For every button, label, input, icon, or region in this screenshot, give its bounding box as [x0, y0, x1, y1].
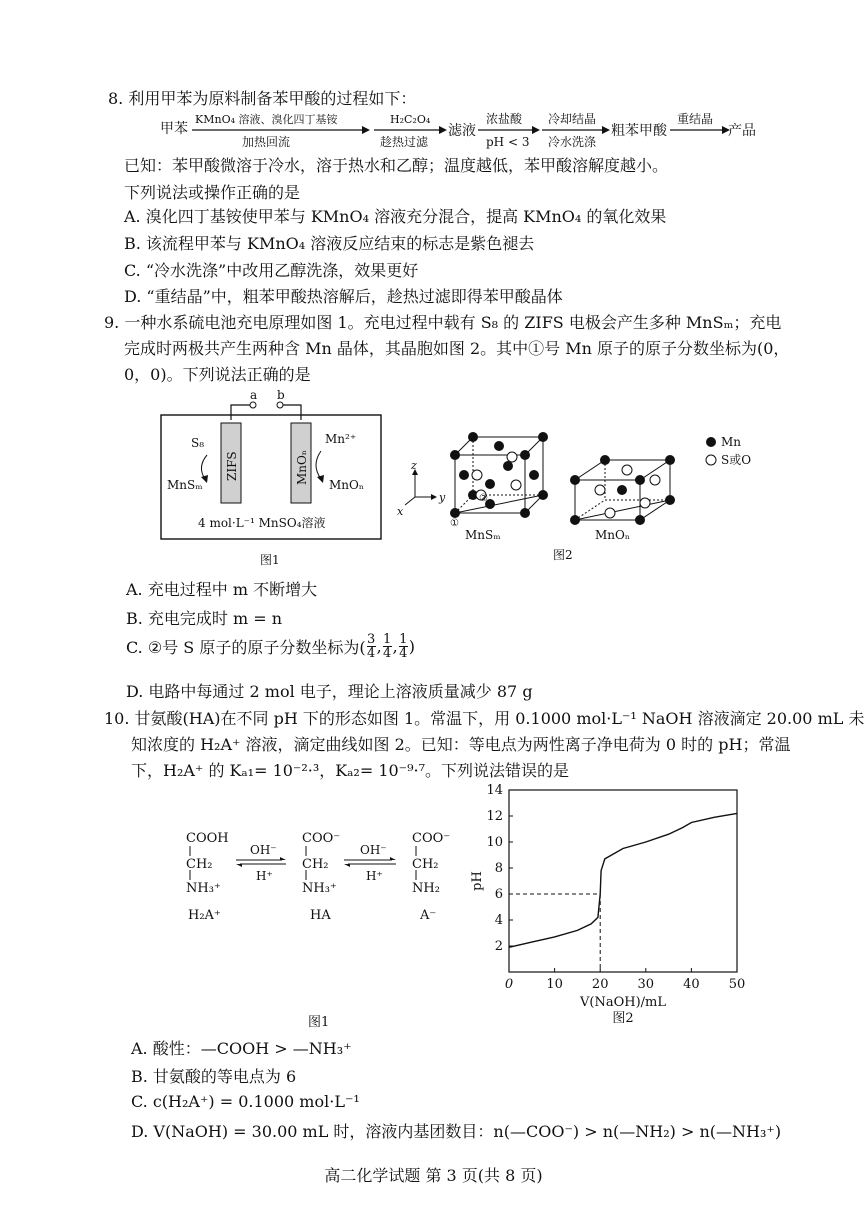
y-tick-label: 12 [486, 809, 503, 824]
q10-stem-line1: 10. 甘氨酸(HA)在不同 pH 下的形态如图 1。常温下，用 0.1000 mol·L⁻¹ NaOH 溶液滴定 20.00 mL 未 [104, 709, 865, 728]
s1-line3: NH₃⁺ [186, 881, 221, 896]
flow-step4-bottom: 冷水洗涤 [548, 135, 597, 149]
terminal-a-label: a [250, 388, 258, 402]
h2-label: H⁺ [366, 869, 383, 883]
s2-line1: COO⁻ [302, 831, 341, 846]
flow-mid1: 滤液 [448, 123, 476, 139]
q8-option-d: D. “重结晶”中，粗苯甲酸热溶解后，趁热过滤即得苯甲酸晶体 [124, 287, 563, 306]
q9-stem-line3: 0，0)。下列说法正确的是 [124, 365, 311, 384]
frac3-den: 4 [399, 646, 408, 661]
flow-step2-bottom: 趁热过滤 [380, 135, 429, 149]
page-footer: 高二化学试题 第 3 页(共 8 页) [324, 1166, 543, 1185]
flow-step1-top: KMnO₄ 溶液、溴化四丁基铵 [195, 113, 338, 126]
flow-mid2: 粗苯甲酸 [611, 123, 667, 139]
x-tick-label: 40 [683, 977, 700, 992]
q9-option-a: A. 充电过程中 m 不断增大 [126, 580, 318, 599]
species-h2a: H₂A⁺ [188, 908, 221, 923]
mark-2: ② [479, 493, 488, 504]
frac2-den: 4 [383, 646, 392, 661]
q8-option-c: C. “冷水洗涤”中改用乙醇洗涤，效果更好 [124, 261, 419, 280]
fig2-caption-q10: 图2 [612, 1011, 634, 1023]
mno-cell-label: MnOₙ [595, 528, 631, 542]
titration-curve [509, 813, 737, 947]
flow-end: 产品 [728, 123, 756, 139]
s1-line2: CH₂ [186, 857, 213, 872]
q10-stem-line3: 下，H₂A⁺ 的 Kₐ₁= 10⁻²·³，Kₐ₂= 10⁻⁹·⁷。下列说法错误的是 [131, 761, 570, 780]
fig2-caption: 图2 [553, 548, 573, 562]
plot-frame [509, 790, 737, 972]
species-ha: HA [310, 908, 331, 923]
x-tick-label: 50 [728, 977, 746, 992]
x-tick-label: 30 [637, 977, 655, 992]
q9-option-b: B. 充电完成时 m = n [126, 609, 283, 628]
zifs-label: ZIFS [225, 451, 239, 481]
s8-label: S₈ [191, 436, 205, 450]
q8-option-a: A. 溴化四丁基铵使甲苯与 KMnO₄ 溶液充分混合，提高 KMnO₄ 的氧化效果 [124, 207, 667, 226]
electrolyte-label: 4 mol·L⁻¹ MnSO₄溶液 [198, 516, 326, 530]
y-tick-label: 6 [494, 887, 503, 902]
glycine-forms-figure [180, 822, 480, 1032]
flow-step1-bottom: 加热回流 [242, 135, 291, 149]
oh1-label: OH⁻ [250, 843, 277, 857]
q10-option-d: D. V(NaOH) = 30.00 mL 时，溶液内基团数目：n(—COO⁻) > n(—NH₂) > n(—NH₃⁺) [131, 1122, 782, 1141]
flow-step3-top: 浓盐酸 [486, 112, 523, 126]
frac3-num: 1 [399, 632, 408, 647]
oh2-label: OH⁻ [360, 843, 387, 857]
mark-1: ① [450, 518, 459, 529]
q8-option-b: B. 该流程甲苯与 KMnO₄ 溶液反应结束的标志是紫色褪去 [124, 234, 535, 253]
fig1-caption: 图1 [260, 553, 280, 567]
q10-stem-line2: 知浓度的 H₂A⁺ 溶液，滴定曲线如图 2。已知：等电点为两性离子净电荷为 0 时的 pH；常温 [131, 735, 791, 754]
titration-chart [465, 778, 765, 1023]
frac1-num: 3 [366, 632, 376, 647]
mno-label: MnOₙ [329, 478, 365, 492]
q10-option-a: A. 酸性：—COOH > —NH₃⁺ [131, 1039, 352, 1058]
s3-line2: CH₂ [412, 857, 439, 872]
mno-unit-cell [570, 455, 675, 542]
frac2-num: 1 [383, 632, 392, 647]
q10-option-c: C. c(H₂A⁺) = 0.1000 mol·L⁻¹ [131, 1092, 360, 1111]
q8-flow-diagram [150, 108, 770, 154]
s2-line3: NH₃⁺ [302, 881, 337, 896]
s2-line2: CH₂ [302, 857, 329, 872]
terminal-b-label: b [277, 388, 285, 402]
frac1-den: 4 [366, 646, 376, 661]
h1-label: H⁺ [256, 869, 273, 883]
flow-step4-top: 冷却结晶 [548, 112, 597, 126]
legend-s-or-o: S或O [721, 453, 752, 467]
q8-ask: 下列说法或操作正确的是 [124, 183, 301, 202]
q9-stem-line2: 完成时两极共产生两种含 Mn 晶体，其晶胞如图 2。其中①号 Mn 原子的原子分数坐标为(0， [124, 339, 790, 358]
q9-option-c-prefix: C. ②号 S 原子的原子分数坐标为( [126, 638, 366, 657]
mns-cell-label: MnSₘ [465, 528, 501, 542]
flow-step5-top: 重结晶 [677, 112, 714, 126]
q8-stem: 8. 利用甲苯为原料制备苯甲酸的过程如下： [108, 89, 417, 108]
q9-unit-cells-figure [395, 425, 775, 570]
y-tick-label: 8 [494, 861, 503, 876]
mns-unit-cell [450, 432, 548, 542]
s3-line1: COO⁻ [412, 831, 451, 846]
y-tick-label: 10 [486, 835, 503, 850]
fig1-caption-q10: 图1 [308, 1015, 330, 1030]
q9-option-c-suffix: ) [408, 637, 416, 656]
y-tick-label: 4 [494, 913, 503, 928]
mn2-label: Mn²⁺ [325, 432, 357, 446]
q9-stem-line1: 9. 一种水系硫电池充电原理如图 1。充电过程中载有 S₈ 的 ZIFS 电极会产生多种 MnSₘ；充电 [104, 313, 782, 332]
s3-line3: NH₂ [412, 881, 440, 896]
q9-option-d: D. 电路中每通过 2 mol 电子，理论上溶液质量减少 87 g [126, 682, 533, 701]
q10-option-b: B. 甘氨酸的等电点为 6 [131, 1067, 297, 1086]
species-a: A⁻ [420, 908, 437, 923]
legend-mn: Mn [721, 435, 742, 449]
y-tick-label: 2 [494, 939, 503, 954]
q8-known: 已知：苯甲酸微溶于冷水，溶于热水和乙醇；温度越低，苯甲酸溶解度越小。 [124, 156, 669, 175]
flow-step3-bottom: pH < 3 [486, 135, 530, 149]
q9-battery-figure [155, 385, 395, 570]
flow-start: 甲苯 [160, 121, 188, 137]
axis-y: y [439, 491, 446, 504]
mns-label: MnSₘ [167, 478, 203, 492]
x-tick-label: 10 [546, 977, 563, 992]
flow-step2-top: H₂C₂O₄ [390, 113, 431, 126]
axis-x: x [397, 505, 404, 518]
s1-line1: COOH [186, 831, 229, 846]
x-axis-label: V(NaOH)/mL [580, 995, 666, 1010]
y-tick-label: 14 [486, 783, 503, 798]
q9-option-c: C. ②号 S 原子的原子分数坐标为( 3 4 , 1 4 , 1 4 ) [126, 632, 416, 661]
x-tick-label: 20 [591, 977, 609, 992]
axis-z: z [411, 459, 417, 472]
mno-electrode-label: MnOₙ [295, 449, 309, 485]
y-axis-label: pH [470, 871, 485, 891]
x-tick-label: 0 [504, 977, 514, 992]
